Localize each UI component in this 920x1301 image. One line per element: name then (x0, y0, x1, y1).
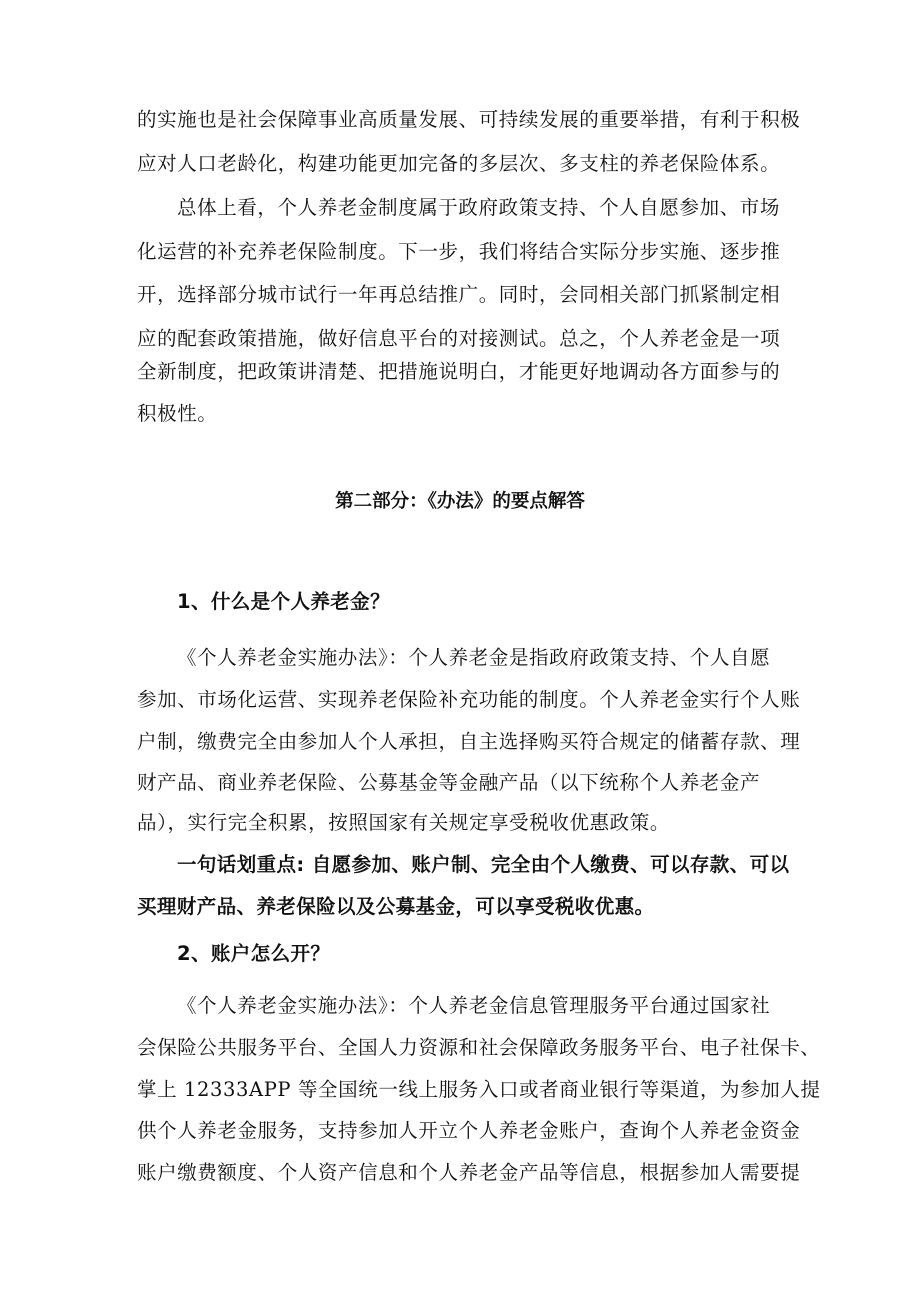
q1-key-point-line-2: 买理财产品、养老保险以及公募基金，可以享受税收优惠。 (137, 895, 655, 918)
q1-answer-line-4: 财产品、商业养老保险、公募基金等金融产品（以下统称个人养老金产 (137, 771, 761, 794)
summary-line-2: 化运营的补充养老保险制度。下一步，我们将结合实际分步实施、逐步推 (137, 240, 781, 263)
q1-key-point-line-1: 一句话划重点: 自愿参加、账户制、完全由个人缴费、可以存款、可以 (177, 853, 790, 876)
section-heading: 第二部分：《办法》的要点解答 (335, 491, 585, 512)
summary-line-3: 开，选择部分城市试行一年再总结推广。同时，会同相关部门抓紧制定相 (137, 283, 781, 306)
summary-line-5: 全新制度，把政策讲清楚、把措施说明白，才能更好地调动各方面参与的 (137, 360, 781, 383)
q1-answer-line-5: 品），实行完全积累，按照国家有关规定享受税收优惠政策。 (137, 811, 670, 834)
q2-answer-line-2: 会保险公共服务平台、全国人力资源和社会保障政务服务平台、电子社保卡、 (137, 1036, 821, 1059)
intro-line-1: 的实施也是社会保障事业高质量发展、可持续发展的重要举措，有利于积极 (137, 108, 801, 131)
q1-answer-line-1: 《个人养老金实施办法》：个人养老金是指政府政策支持、个人自愿 (177, 646, 771, 669)
q1-answer-line-3: 户制，缴费完全由参加人个人承担，自主选择购买符合规定的储蓄存款、理 (137, 730, 801, 753)
summary-line-6: 积极性。 (137, 402, 218, 425)
q2-title: 2、账户怎么开？ (177, 942, 331, 965)
summary-line-1: 总体上看，个人养老金制度属于政府政策支持、个人自愿参加、市场 (177, 196, 781, 219)
summary-line-4: 应的配套政策措施，做好信息平台的对接测试。总之，个人养老金是一项 (137, 327, 781, 350)
q1-answer-line-2: 参加、市场化运营、实现养老保险补充功能的制度。个人养老金实行个人账 (137, 688, 801, 711)
q2-answer-line-5: 账户缴费额度、个人资产信息和个人养老金产品等信息，根据参加人需要提 (137, 1161, 801, 1184)
q1-title: 1、什么是个人养老金？ (177, 590, 390, 613)
q2-answer-line-1: 《个人养老金实施办法》：个人养老金信息管理服务平台通过国家社 (177, 994, 771, 1017)
intro-line-2: 应对人口老龄化，构建功能更加完备的多层次、多支柱的养老保险体系。 (137, 152, 781, 175)
q2-answer-line-3: 掌上 12333APP 等全国统一线上服务入口或者商业银行等渠道，为参加人提 (137, 1078, 821, 1101)
q2-answer-line-4: 供个人养老金服务，支持参加人开立个人养老金账户，查询个人养老金资金 (137, 1119, 801, 1142)
